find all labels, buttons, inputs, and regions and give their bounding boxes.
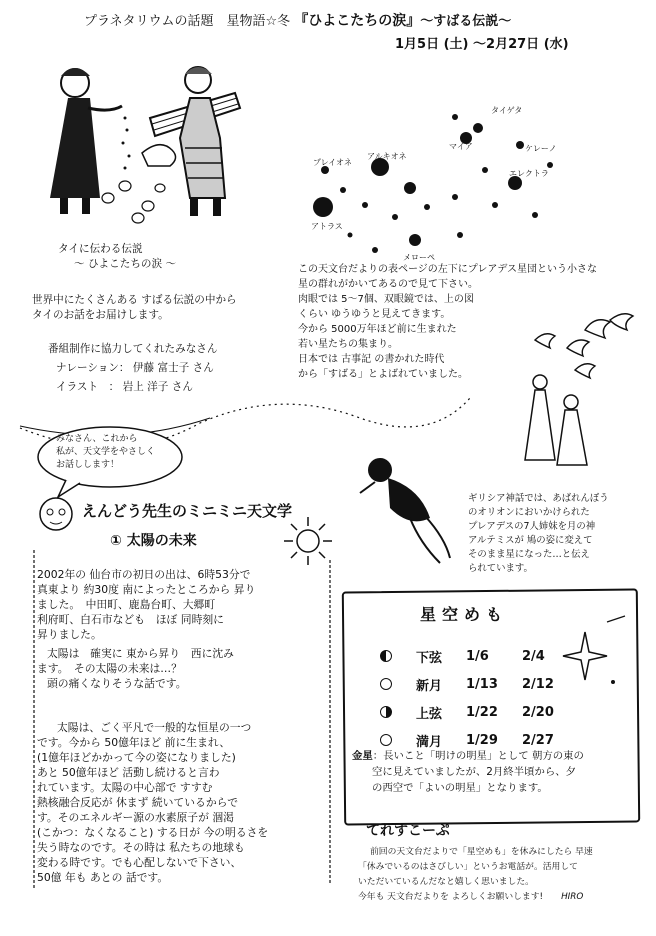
moon-date-feb: 2/27	[522, 732, 554, 748]
sky-memo-title: 星空めも	[420, 605, 509, 624]
star-label-alcyone: アルキオネ	[367, 152, 407, 161]
venus-line: ：長いこと「明けの明星」として 朝方の東の	[372, 750, 584, 762]
telescope-line: 「休みでいるのはさびしい」というお電話が。活用して	[358, 862, 578, 872]
column-line: 50億 年も あとの 話です。	[37, 871, 169, 884]
star-label-electra: エレクトラ	[509, 169, 549, 178]
column-para3	[37, 720, 268, 885]
moon-label: 満月	[416, 734, 443, 750]
pleiades-note-line: 若い星たちの集まり。	[298, 339, 398, 350]
greek-note-line: アルテミスが 鳩の姿に変えて	[468, 535, 593, 546]
story-subtitle: ～すばる伝説～	[420, 14, 512, 29]
story-title: 『ひよこたちの涙』	[294, 13, 421, 29]
telescope-corner-title: てれすこーぷ	[366, 823, 450, 839]
venus-line: の西空で「よいの明星」となります。	[372, 782, 548, 794]
star-label-maia: マイア	[449, 142, 473, 151]
greek-myth-note	[468, 492, 609, 576]
full-moon-icon	[380, 734, 392, 746]
program-name: プラネタリウムの話題 星物語☆冬	[84, 14, 291, 29]
venus-line: 空に見えていましたが、2月終半頃から、夕	[372, 766, 577, 778]
column-line: れています。太陽の中心部で すすむ	[37, 781, 213, 794]
illustration-label: イラスト ：	[56, 381, 120, 393]
greek-note-line: られています。	[468, 563, 533, 574]
legend-title	[58, 242, 176, 272]
header	[0, 0, 656, 56]
venus-label: 金星	[352, 750, 373, 762]
new-moon-icon	[380, 678, 392, 690]
column-line: す。そのエネルギー源の水素原子が 涸渇	[37, 811, 234, 824]
narration-name: 伊藤 富士子 さん	[132, 362, 214, 374]
legend-body-line: タイのお話をお届けします。	[32, 309, 169, 321]
star-dots	[295, 95, 595, 265]
telescope-corner-body	[358, 845, 593, 905]
moon-label: 下弦	[416, 650, 443, 666]
star-label-celaeno: ケレーノ	[525, 144, 557, 153]
speech-bubble	[36, 425, 186, 495]
moon-row-new-moon	[380, 670, 554, 698]
star-label-pleione: プレイオネ	[313, 158, 352, 167]
column-subheading: ① 太陽の未来	[110, 533, 197, 549]
legend-title-line: タイに伝わる伝説	[58, 243, 143, 255]
first-quarter-moon-icon	[380, 706, 392, 718]
pleiades-note-line: 今から 5000万年ほど前に生まれた	[298, 324, 457, 335]
signature: HIRO	[561, 892, 584, 902]
moon-date-jan: 1/22	[466, 704, 498, 720]
column-para1	[37, 567, 255, 642]
greek-note-line: そのまま星になった…と伝え	[468, 549, 590, 560]
legend-body-line: 世界中にたくさんある すばる伝説の中から	[32, 294, 237, 306]
column-line: あと 50億年ほど 活動し続けると言わ	[37, 766, 220, 779]
column-line: ます。 その太陽の未来は…？	[37, 662, 182, 675]
credits-heading: 番組制作に協力してくれたみなさん	[48, 343, 218, 355]
column-title: えんどう先生のミニミニ天文学	[82, 502, 293, 520]
legend-title-line: ～ ひよこたちの涙 ～	[74, 258, 177, 270]
column-line: 失う時なのです。その時は 私たちの地球も	[37, 841, 245, 854]
pleiades-note-line: 日本では 古事記 の書かれた時代	[298, 354, 445, 365]
narration-label: ナレーション：	[56, 362, 130, 374]
telescope-line: 今年も 天文台だよりを よろしくお願いします!	[358, 892, 544, 902]
telescope-line: 前回の天文台だよりで「星空めも」を休みにしたら 早速	[370, 847, 593, 857]
moon-phase-list	[380, 642, 554, 754]
pleiades-note-line: くらい ゆうゆうと見えてきます。	[298, 309, 451, 320]
column-line: です。今から 50億年ほど 前に生まれ、	[37, 736, 231, 749]
teacher-face-icon	[36, 492, 76, 537]
column-line: (1億年ほどかかって今の姿になりました)	[37, 751, 236, 764]
column-line: (こかつ：なくなること) する日が 今の明るさを	[37, 826, 269, 839]
moon-label: 上弦	[416, 706, 443, 722]
moon-date-feb: 2/4	[522, 648, 545, 664]
bubble-line: お話しします！	[56, 460, 120, 470]
pleiades-note-line: この天文台だよりの表ページの左下にプレアデス星団という小さな	[298, 264, 597, 275]
bubble-line: 私が、天文学をやさしく	[56, 447, 156, 457]
flying-woman-illustration	[350, 448, 460, 568]
pleiades-note-line: から「すばる」とよばれていました。	[298, 369, 468, 380]
legend-intro-body	[32, 293, 237, 323]
column-line: 真東より 約30度 南によったところから 昇り	[37, 583, 256, 596]
telescope-line: いただいているんだなと嬉しく思いました。	[358, 877, 534, 887]
star-sparkle-icon	[555, 612, 630, 702]
column-line: 変わる時です。でも心配しないで下さい、	[37, 856, 242, 869]
moon-date-jan: 1/6	[466, 648, 489, 664]
column-line: ました。 中田町、鹿島台町、大郷町	[37, 598, 216, 611]
greek-note-line: ギリシア神話では、あばれんぼう	[468, 493, 609, 504]
star-label-atlas: アトラス	[311, 222, 343, 231]
column-line: 2002年の 仙台市の初日の出は、6時53分で	[37, 568, 251, 581]
moon-date-feb: 2/12	[522, 676, 554, 692]
column-line: 利府町、白石市なども ほぼ 同時刻に	[37, 613, 224, 626]
column-line: 頭の痛くなりそうな話です。	[47, 677, 187, 690]
star-label-merope: メローペ	[403, 253, 435, 262]
last-quarter-moon-icon	[380, 650, 392, 662]
column-line: 太陽は、ごく平凡で一般的な恒星の一つ	[57, 721, 252, 734]
moon-date-jan: 1/29	[466, 732, 498, 748]
moon-date-jan: 1/13	[466, 676, 498, 692]
farmers-illustration	[30, 58, 280, 233]
illustration-name: 岩上 洋子 さん	[122, 381, 193, 393]
moon-row-first-quarter	[380, 698, 554, 726]
column-line: 太陽は 確実に 東から昇り 西に沈み	[47, 647, 234, 660]
greek-note-line: のオリオンにおいかけられた	[468, 507, 590, 518]
column-line: 熱核融合反応が 休まず 続いているからで	[37, 796, 239, 809]
moon-label: 新月	[416, 678, 443, 694]
column-line: 昇りました。	[37, 628, 102, 641]
moon-row-last-quarter	[380, 642, 554, 670]
greek-note-line: プレアデスの7人姉妹を月の神	[468, 521, 596, 532]
pleiades-star-chart	[295, 95, 595, 265]
bubble-line: みなさん、これから	[56, 434, 138, 444]
column-para2	[37, 646, 234, 691]
moon-date-feb: 2/20	[522, 704, 554, 720]
pleiades-note-line: 星の群れがかいてあるので見て下さい。	[298, 279, 478, 290]
showing-dates: 1月5日 (土) ～2月27日 (水)	[395, 37, 569, 52]
venus-note	[352, 748, 584, 796]
pleiades-note-line: 肉眼では 5～7個、双眼鏡では、上の図	[298, 294, 474, 305]
header-title	[84, 10, 511, 30]
star-label-taygeta: タイゲタ	[491, 106, 523, 115]
